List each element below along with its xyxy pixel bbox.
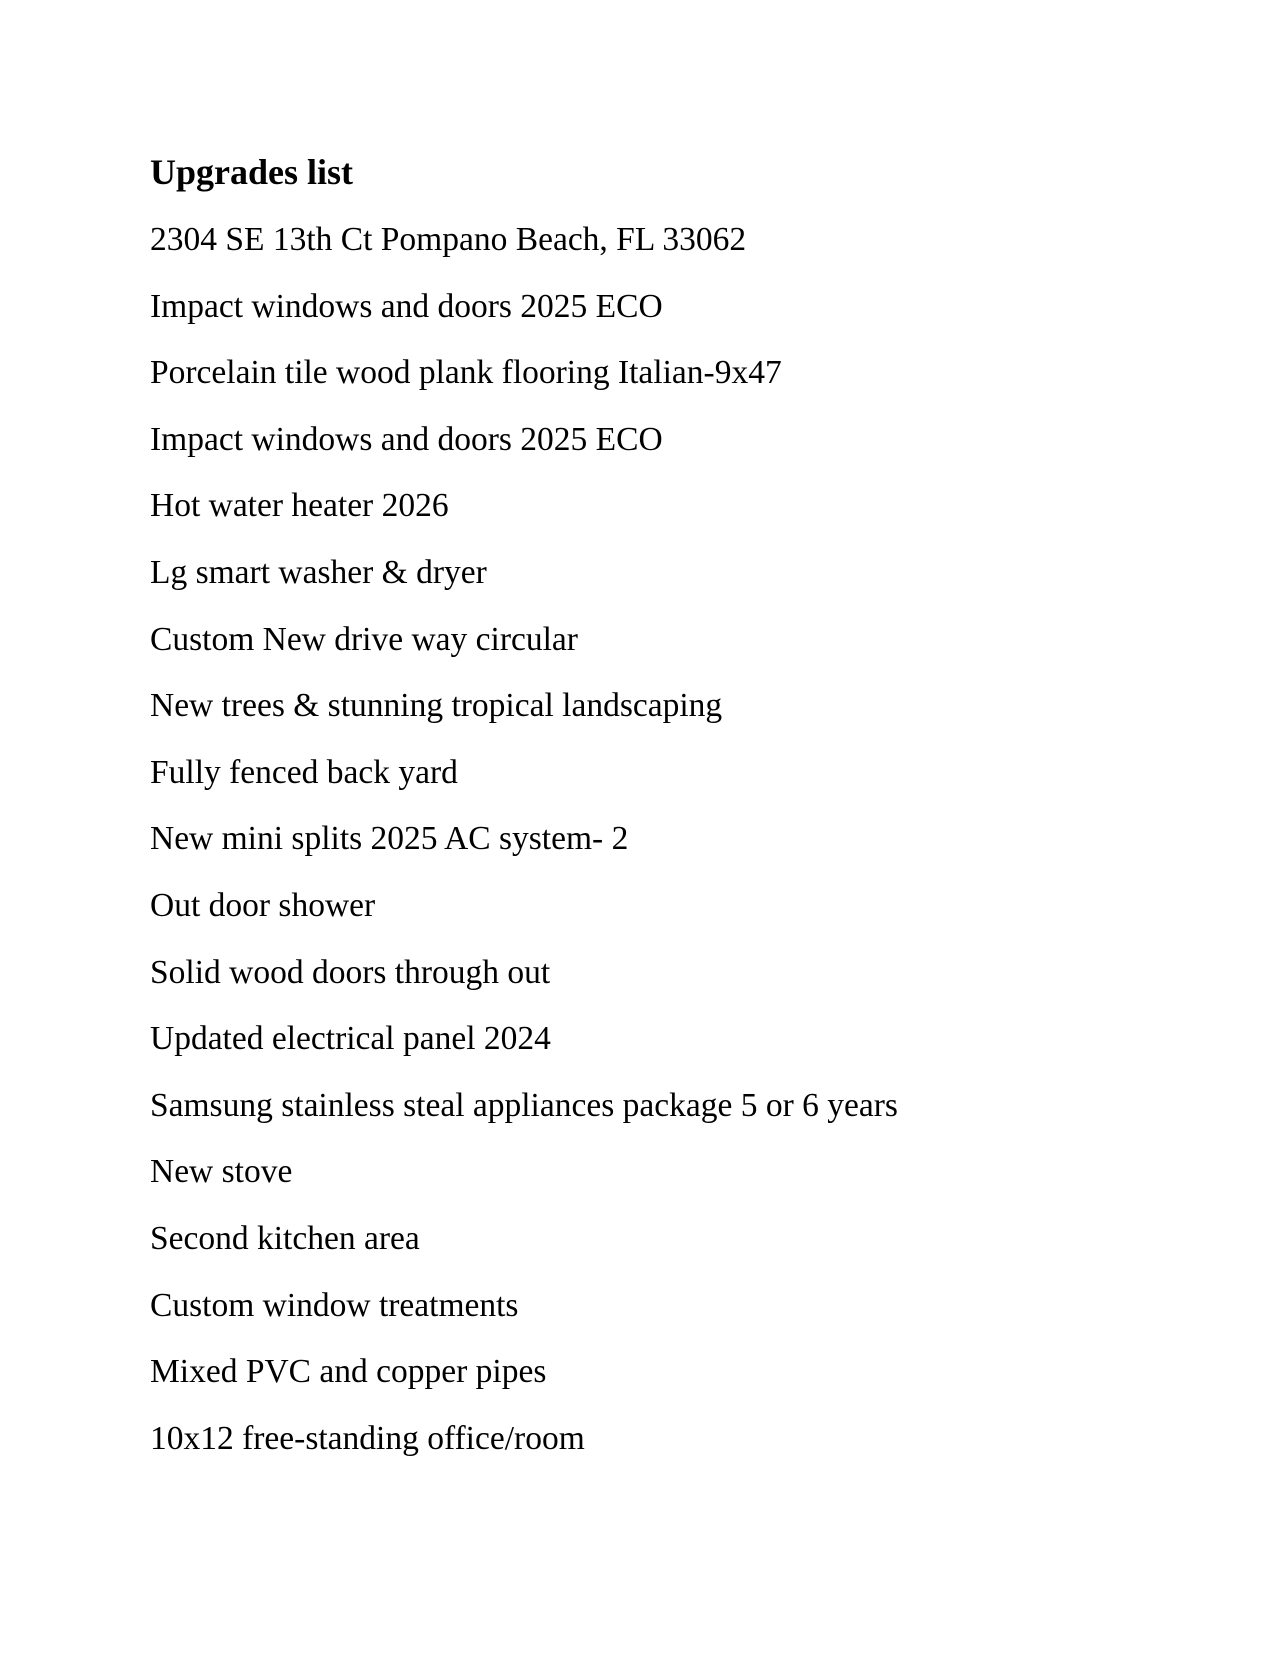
document-body <box>150 148 1210 1480</box>
list-item: New stove <box>150 1153 293 1191</box>
list-item: New trees & stunning tropical landscaping <box>150 687 723 725</box>
document-title: Upgrades list <box>150 152 354 192</box>
list-item: Solid wood doors through out <box>150 953 551 991</box>
list-item: New mini splits 2025 AC system- 2 <box>150 820 629 858</box>
list-item: Fully fenced back yard <box>150 753 458 791</box>
list-item: Hot water heater 2026 <box>150 487 449 525</box>
list-item: Mixed PVC and copper pipes <box>150 1353 547 1391</box>
list-item: Samsung stainless steal appliances package 5 or 6 years <box>150 1086 898 1124</box>
list-item: Updated electrical panel 2024 <box>150 1020 551 1058</box>
list-item: Impact windows and doors 2025 ECO <box>150 287 663 325</box>
upgrades-list <box>150 215 1210 1480</box>
list-item: Custom window treatments <box>150 1286 519 1324</box>
list-item: Lg smart washer & dryer <box>150 553 487 591</box>
list-item: Impact windows and doors 2025 ECO <box>150 420 663 458</box>
list-item: 10x12 free-standing office/room <box>150 1419 585 1457</box>
list-item: Second kitchen area <box>150 1219 420 1257</box>
list-item: Custom New drive way circular <box>150 620 578 658</box>
list-item: Porcelain tile wood plank flooring Italian-9x47 <box>150 354 782 392</box>
address-line: 2304 SE 13th Ct Pompano Beach, FL 33062 <box>150 221 747 258</box>
list-item: Out door shower <box>150 886 376 924</box>
